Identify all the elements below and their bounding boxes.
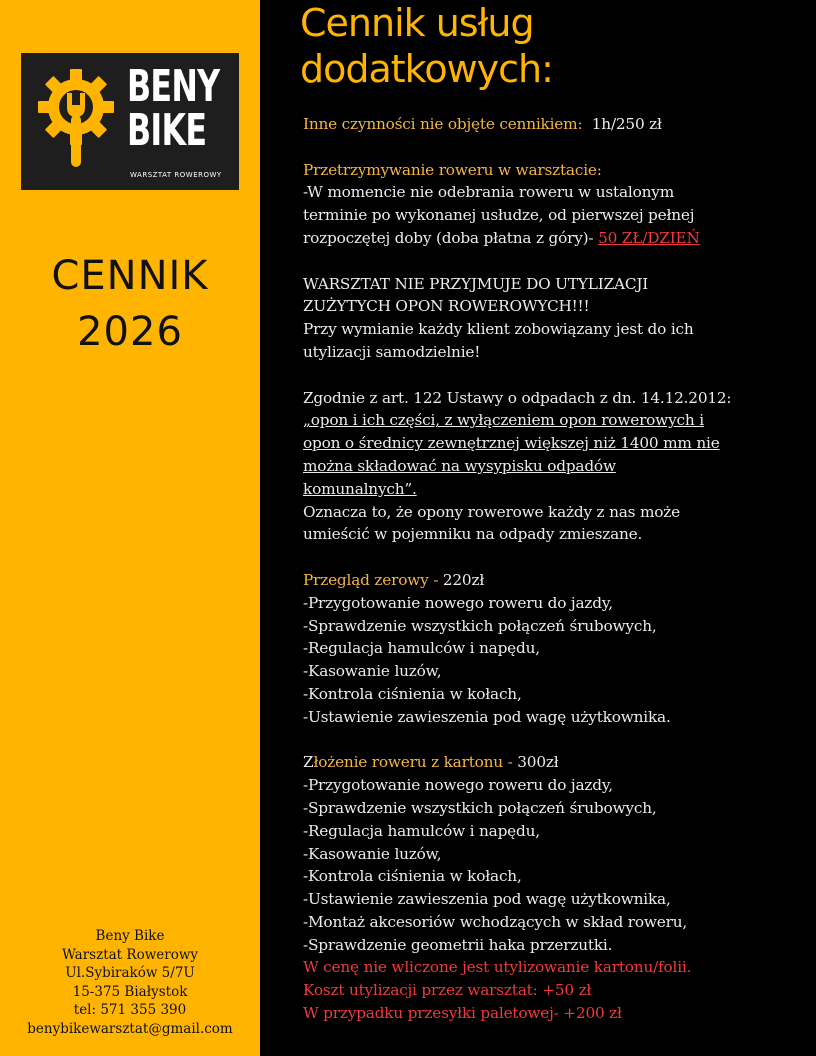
page-title-line-1: Cennik usług — [300, 1, 534, 45]
other-services-label: Inne czynności nie objęte cennikiem: — [303, 115, 583, 133]
contact-city: 15-375 Białystok — [72, 983, 188, 1000]
law-quote: „opon i ich części, z wyłączeniem opon rowerowych i — [303, 411, 704, 430]
law-note: umieścić w pojemniku na odpady zmieszane. — [303, 525, 643, 544]
assembly-label-first: Z — [303, 753, 314, 772]
page-title-line-2: dodatkowych: — [300, 47, 553, 91]
law-quote: opon o średnicy zewnętrznej większej niż 1400 mm nie — [303, 434, 720, 453]
contact-phone: tel: 571 355 390 — [73, 1002, 187, 1018]
tires-warning: ZUŻYTYCH OPON ROWEROWYCH!!! — [303, 297, 590, 316]
main-content — [303, 113, 808, 1025]
list-item: -Przygotowanie nowego roweru do jazdy, — [303, 776, 613, 795]
assembly-note: W przypadku przesyłki paletowej- +200 zł — [303, 1004, 622, 1023]
assembly-note: W cenę nie wliczone jest utylizowanie kartonu/folii. — [303, 958, 692, 977]
list-item: -Przygotowanie nowego roweru do jazdy, — [303, 593, 613, 612]
zero-review-price: 220zł — [442, 570, 485, 589]
sidebar — [0, 0, 260, 1056]
page-title — [300, 0, 553, 92]
contact-name: Beny Bike — [95, 928, 165, 944]
list-item: -Kontrola ciśnienia w kołach, — [303, 684, 522, 703]
cennik-year: 2026 — [77, 309, 183, 355]
contact-type: Warsztat Rowerowy — [61, 946, 199, 963]
tires-warning: WARSZTAT NIE PRZYJMUJE DO UTYLIZACJI — [303, 274, 649, 293]
zero-review-label: Przegląd zerowy - — [303, 570, 439, 589]
list-item: -Kasowanie luzów, — [303, 662, 442, 681]
other-services-price: 1h/250 zł — [591, 115, 662, 133]
law-note: Oznacza to, że opony rowerowe każdy z nas może — [303, 502, 680, 521]
list-item: -Kasowanie luzów, — [303, 844, 442, 863]
zero-review-heading — [303, 569, 808, 592]
list-item: -Kontrola ciśnienia w kołach, — [303, 867, 522, 886]
other-services — [303, 113, 808, 136]
contact-street: Ul.Sybiraków 5/7U — [65, 965, 195, 981]
storage-price: 50 ZŁ/DZIEŃ — [598, 228, 700, 247]
storage-line: -W momencie nie odebrania roweru w ustalonym — [303, 183, 675, 202]
storage-line — [303, 227, 808, 250]
law-intro: Zgodnie z art. 122 Ustawy o odpadach z dn. 14.12.2012: — [303, 388, 732, 407]
list-item: -Ustawienie zawieszenia pod wagę użytkownika. — [303, 707, 671, 726]
logo — [21, 53, 239, 190]
law-quote: komunalnych”. — [303, 479, 417, 498]
assembly-price: 300zł — [517, 753, 559, 772]
assembly-label: łożenie roweru z kartonu - — [313, 753, 513, 772]
tires-note: Przy wymianie każdy klient zobowiązany jest do ich — [303, 320, 694, 339]
assembly-heading — [303, 751, 808, 774]
list-item: -Sprawdzenie wszystkich połączeń śrubowych, — [303, 798, 657, 817]
brand-line-2: BIKE — [127, 105, 207, 156]
storage-line-text: rozpoczętej doby (doba płatna z góry)- — [303, 228, 594, 247]
brand-tagline: WARSZTAT ROWEROWY — [130, 171, 222, 179]
contact-email: benybikewarsztat@gmail.com — [27, 1020, 233, 1037]
list-item: -Regulacja hamulców i napędu, — [303, 821, 540, 840]
list-item: -Sprawdzenie geometrii haka przerzutki. — [303, 935, 613, 954]
brand-line-1: BENY — [127, 61, 220, 112]
list-item: -Ustawienie zawieszenia pod wagę użytkownika, — [303, 890, 671, 909]
storage-line: terminie po wykonanej usłudze, od pierwszej pełnej — [303, 206, 695, 225]
list-item: -Sprawdzenie wszystkich połączeń śrubowych, — [303, 616, 657, 635]
list-item: -Regulacja hamulców i napędu, — [303, 639, 540, 658]
tires-note: utylizacji samodzielnie! — [303, 342, 481, 361]
assembly-note: Koszt utylizacji przez warsztat: +50 zł — [303, 981, 592, 1000]
contact-block — [0, 927, 260, 1038]
storage-heading: Przetrzymywanie roweru w warsztacie: — [303, 160, 602, 179]
brand-name — [127, 61, 220, 156]
cennik-title: CENNIK — [51, 253, 209, 299]
gear-wrench-icon — [33, 67, 119, 177]
list-item: -Montaż akcesoriów wchodzących w skład roweru, — [303, 912, 688, 931]
law-quote: można składować na wysypisku odpadów — [303, 456, 616, 475]
